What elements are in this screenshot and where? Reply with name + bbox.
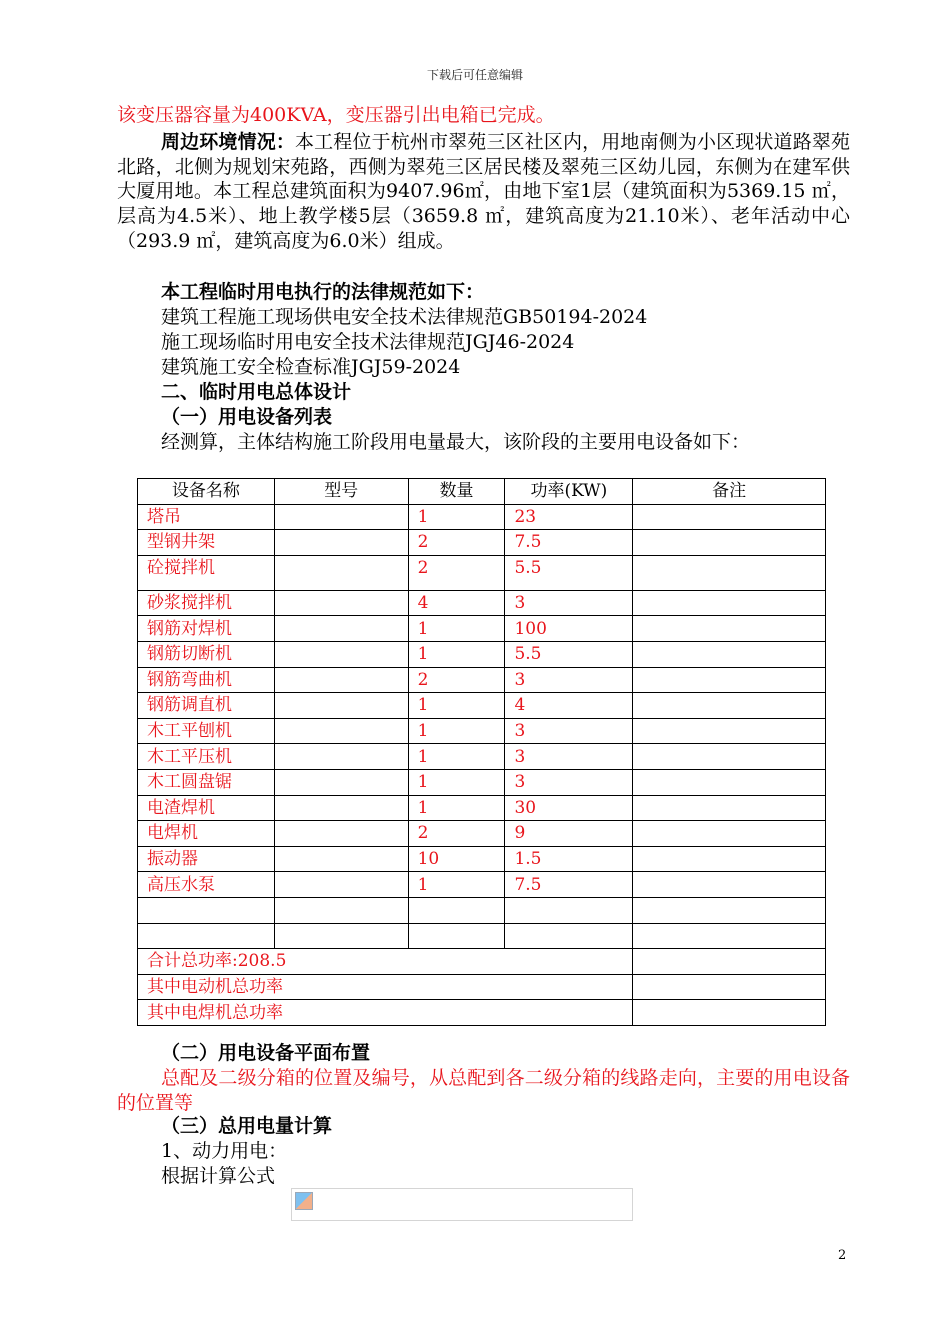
quantity-cell: 1 <box>408 795 505 821</box>
power-cell: 7.5 <box>505 530 633 556</box>
table-row <box>138 872 826 898</box>
regulation-item: 建筑施工安全检查标准JGJ59-2024 <box>161 356 461 378</box>
intro-line: 该变压器容量为400KVA，变压器引出电箱已完成。 <box>117 104 555 126</box>
quantity-cell: 1 <box>408 641 505 667</box>
equipment-name-cell: 砂浆搅拌机 <box>138 590 275 616</box>
note-cell <box>633 744 826 770</box>
model-cell <box>274 872 408 898</box>
power-cell: 9 <box>505 821 633 847</box>
summary-note <box>633 1000 826 1026</box>
note-cell <box>633 718 826 744</box>
table-row <box>138 641 826 667</box>
surroundings-paragraph <box>117 130 850 254</box>
equipment-table <box>137 478 826 1026</box>
model-cell <box>274 923 408 949</box>
regulations-heading: 本工程临时用电执行的法律规范如下： <box>161 281 485 303</box>
quantity-cell: 1 <box>408 693 505 719</box>
equipment-name-cell: 钢筋弯曲机 <box>138 667 275 693</box>
quantity-cell: 2 <box>408 667 505 693</box>
quantity-cell: 10 <box>408 846 505 872</box>
power-cell: 23 <box>505 504 633 530</box>
model-cell <box>274 744 408 770</box>
power-cell: 100 <box>505 616 633 642</box>
header-cell: 备注 <box>633 479 826 505</box>
note-cell <box>633 504 826 530</box>
sub3-title: （三）总用电量计算 <box>161 1115 333 1137</box>
model-cell <box>274 718 408 744</box>
note-cell <box>633 897 826 923</box>
header-cell: 型号 <box>274 479 408 505</box>
equipment-name-cell: 木工平刨机 <box>138 718 275 744</box>
equipment-name-cell: 电渣焊机 <box>138 795 275 821</box>
model-cell <box>274 795 408 821</box>
summary-motor: 其中电动机总功率 <box>138 974 633 1000</box>
summary-row <box>138 1000 826 1026</box>
table-header-row <box>138 479 826 505</box>
quantity-cell: 1 <box>408 504 505 530</box>
note-cell <box>633 821 826 847</box>
equipment-name-cell: 砼搅拌机 <box>138 555 275 590</box>
power-cell: 3 <box>505 667 633 693</box>
header-cell: 功率(KW) <box>505 479 633 505</box>
sub2-title: （二）用电设备平面布置 <box>161 1042 371 1064</box>
quantity-cell: 1 <box>408 872 505 898</box>
table-row <box>138 590 826 616</box>
equipment-name-cell: 钢筋切断机 <box>138 641 275 667</box>
equipment-name-cell: 型钢井架 <box>138 530 275 556</box>
model-cell <box>274 846 408 872</box>
page-header: 下载后可任意编辑 <box>426 68 523 82</box>
power-cell: 3 <box>505 590 633 616</box>
quantity-cell: 1 <box>408 769 505 795</box>
sub3-item1: 1、动力用电： <box>161 1140 288 1162</box>
note-cell <box>633 667 826 693</box>
equipment-name-cell <box>138 897 275 923</box>
section2-title: 二、临时用电总体设计 <box>161 381 352 403</box>
model-cell <box>274 555 408 590</box>
table-row <box>138 923 826 949</box>
power-cell: 5.5 <box>505 641 633 667</box>
model-cell <box>274 693 408 719</box>
note-cell <box>633 769 826 795</box>
regulation-item: 施工现场临时用电安全技术法律规范JGJ46-2024 <box>161 331 575 353</box>
summary-note <box>633 949 826 975</box>
table-row <box>138 693 826 719</box>
equipment-name-cell: 钢筋对焊机 <box>138 616 275 642</box>
table-row <box>138 718 826 744</box>
quantity-cell: 2 <box>408 555 505 590</box>
table-row <box>138 530 826 556</box>
table-row <box>138 744 826 770</box>
note-cell <box>633 795 826 821</box>
equipment-name-cell <box>138 923 275 949</box>
note-cell <box>633 616 826 642</box>
quantity-cell: 1 <box>408 744 505 770</box>
table-row <box>138 795 826 821</box>
table-row <box>138 667 826 693</box>
model-cell <box>274 590 408 616</box>
power-cell: 4 <box>505 693 633 719</box>
power-cell: 5.5 <box>505 555 633 590</box>
model-cell <box>274 504 408 530</box>
model-cell <box>274 530 408 556</box>
quantity-cell <box>408 897 505 923</box>
table-row <box>138 846 826 872</box>
equipment-name-cell: 振动器 <box>138 846 275 872</box>
model-cell <box>274 769 408 795</box>
sub1-title: （一）用电设备列表 <box>161 406 333 428</box>
summary-row <box>138 949 826 975</box>
note-cell <box>633 846 826 872</box>
note-cell <box>633 555 826 590</box>
header-cell: 设备名称 <box>138 479 275 505</box>
table-row <box>138 504 826 530</box>
sub2-text: 总配及二级分箱的位置及编号，从总配到各二级分箱的线路走向，主要的用电设备的位置等 <box>117 1067 850 1114</box>
note-cell <box>633 693 826 719</box>
note-cell <box>633 923 826 949</box>
model-cell <box>274 641 408 667</box>
header-cell: 数量 <box>408 479 505 505</box>
table-row <box>138 821 826 847</box>
table-row <box>138 769 826 795</box>
power-cell: 30 <box>505 795 633 821</box>
table-row <box>138 616 826 642</box>
quantity-cell: 2 <box>408 530 505 556</box>
surroundings-label: 周边环境情况： <box>161 131 295 153</box>
note-cell <box>633 530 826 556</box>
equipment-name-cell: 电焊机 <box>138 821 275 847</box>
surroundings-text: 本工程位于杭州市翠苑三区社区内，用地南侧为小区现状道路翠苑北路，北侧为规划宋苑路，西侧为翠苑三区居民楼及翠苑三区幼儿园，东侧为在建军供大厦用地。本工程总建筑面积为9407.96㎡，由地下室1层（建筑面积为5369.15 ㎡，层高为4.5米）、地上教学楼5层（3659.8 ㎡，建筑高度为21.10米）、老年活动中心（293.9 ㎡，建筑高度为6.0米）组成。 <box>117 131 850 252</box>
equipment-name-cell: 木工圆盘锯 <box>138 769 275 795</box>
equipment-name-cell: 高压水泵 <box>138 872 275 898</box>
equipment-name-cell: 塔吊 <box>138 504 275 530</box>
summary-note <box>633 974 826 1000</box>
summary-welder: 其中电焊机总功率 <box>138 1000 633 1026</box>
quantity-cell: 4 <box>408 590 505 616</box>
page-number: 2 <box>838 1248 847 1263</box>
quantity-cell: 1 <box>408 718 505 744</box>
table-row <box>138 897 826 923</box>
note-cell <box>633 641 826 667</box>
model-cell <box>274 667 408 693</box>
quantity-cell <box>408 923 505 949</box>
power-cell: 3 <box>505 744 633 770</box>
formula-image-placeholder <box>291 1188 633 1221</box>
sub1-intro: 经测算，主体结构施工阶段用电量最大，该阶段的主要用电设备如下： <box>161 431 751 453</box>
power-cell: 3 <box>505 769 633 795</box>
power-cell: 7.5 <box>505 872 633 898</box>
model-cell <box>274 616 408 642</box>
model-cell <box>274 821 408 847</box>
formula-label: 根据计算公式 <box>161 1165 276 1187</box>
power-cell <box>505 897 633 923</box>
note-cell <box>633 872 826 898</box>
equipment-name-cell: 钢筋调直机 <box>138 693 275 719</box>
model-cell <box>274 897 408 923</box>
quantity-cell: 1 <box>408 616 505 642</box>
regulation-item: 建筑工程施工现场供电安全技术法律规范GB50194-2024 <box>161 306 648 328</box>
equipment-name-cell: 木工平压机 <box>138 744 275 770</box>
summary-row <box>138 974 826 1000</box>
broken-image-icon <box>295 1192 313 1210</box>
table-row <box>138 555 826 590</box>
quantity-cell: 2 <box>408 821 505 847</box>
power-cell: 3 <box>505 718 633 744</box>
power-cell: 1.5 <box>505 846 633 872</box>
power-cell <box>505 923 633 949</box>
note-cell <box>633 590 826 616</box>
summary-total: 合计总功率:208.5 <box>138 949 633 975</box>
